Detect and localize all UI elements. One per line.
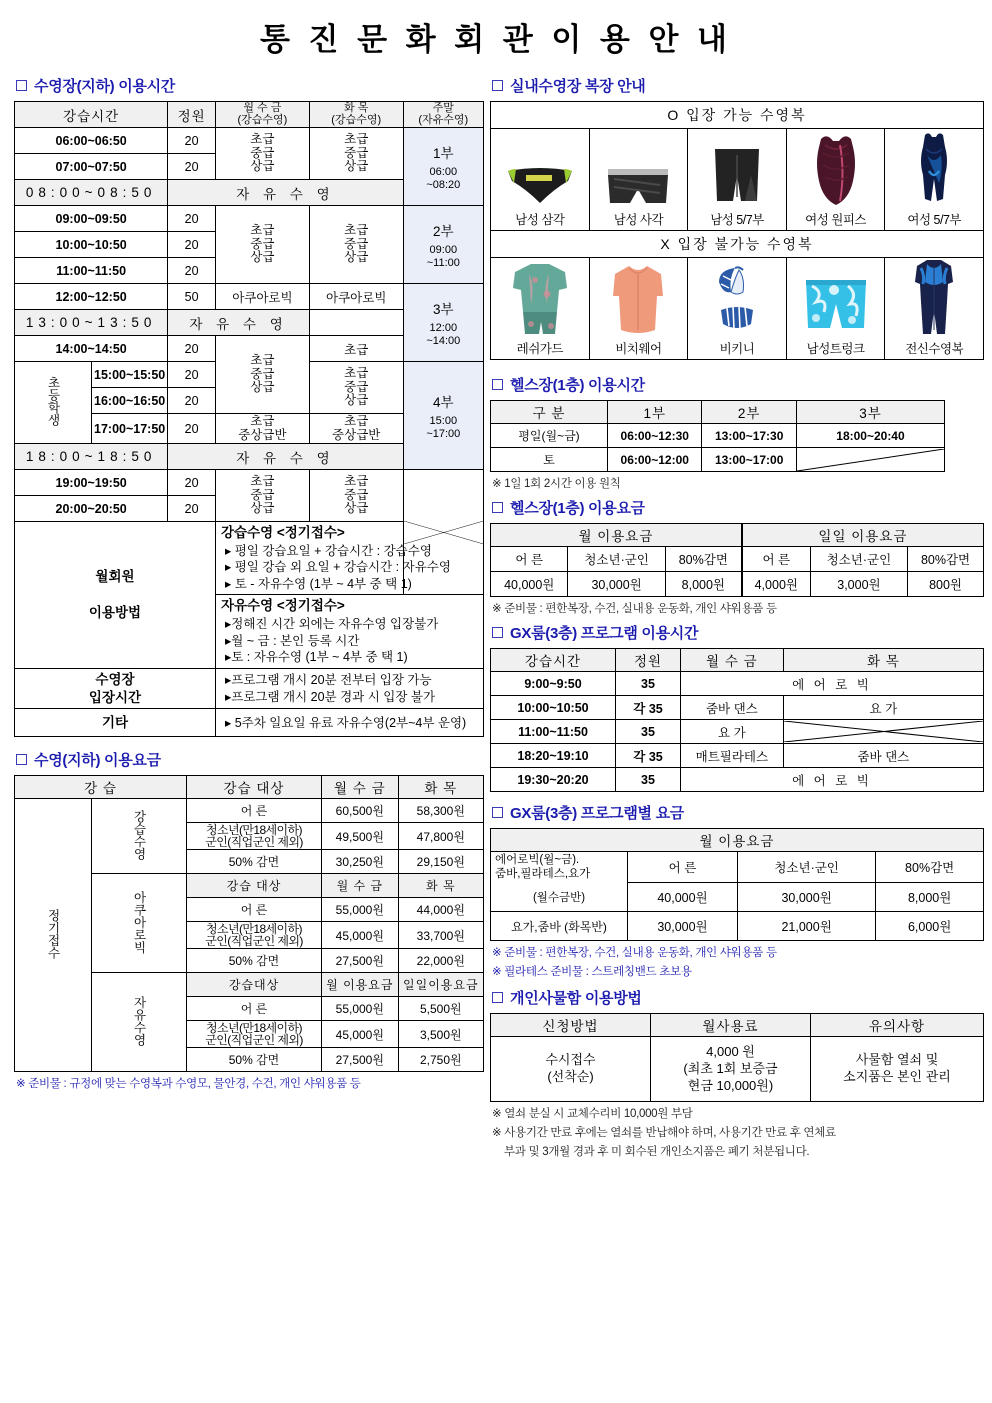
cell-category-free: 자유수영 — [92, 973, 187, 1072]
swimwear-item — [491, 258, 590, 360]
swimwear-item — [786, 258, 885, 360]
womens-onepiece-icon — [789, 131, 883, 209]
cell-price: 60,500원 — [322, 799, 399, 823]
section-title: 헬스장(1층) 이용시간 — [510, 377, 645, 394]
rules-label-entry: 수영장 입장시간 — [15, 668, 216, 709]
cell-price: 40,000원 — [491, 572, 568, 597]
col-header-time: 강습시간 — [15, 102, 168, 128]
gym-hours-note: ※ 1일 1회 2시간 이용 원칙 — [492, 478, 621, 490]
cell-capacity: 20 — [168, 362, 216, 388]
swimwear-label: 여성 5/7부 — [907, 213, 961, 227]
table-row — [491, 424, 945, 448]
cell-hours: 06:00~12:00 — [608, 448, 702, 472]
page-title: 통 진 문 화 회 관 이 용 안 내 — [260, 22, 732, 57]
cell-program: 에 어 로 빅 — [681, 672, 984, 696]
table-row — [491, 883, 984, 912]
two-column-layout — [0, 69, 992, 1161]
cell-mwf-levels: 초급 중급 상급 — [215, 206, 309, 284]
cell-capacity: 35 — [616, 672, 681, 696]
col-header-tt: 화 목 — [398, 874, 483, 898]
mens-brief-icon — [493, 131, 587, 209]
mens-jammer-icon — [690, 131, 784, 209]
table-header-row — [491, 649, 984, 672]
col-header-mwf: 월 수 금 — [681, 649, 784, 672]
cell-tt-aqua: 아쿠아로빅 — [309, 284, 403, 310]
col-header-daily: 일일이용요금 — [398, 973, 483, 997]
cell-hours: 13:00~17:30 — [702, 424, 796, 448]
cell-elementary-group: 초등학생 — [15, 362, 92, 444]
cell-time: 18:00~18:50 — [15, 444, 168, 470]
cell-price: 40,000원 — [628, 883, 738, 912]
table-row — [491, 768, 984, 792]
col-header-capacity: 정원 — [616, 649, 681, 672]
cell-youth: 청소년(만18세이하) 군인(직업군인 제외) — [187, 1021, 322, 1048]
cell-tt-beginner: 초급 — [309, 336, 403, 362]
col-discount: 80%감면 — [665, 547, 742, 572]
checkbox-square-icon — [16, 80, 27, 91]
cell-price: 6,000원 — [876, 912, 984, 941]
section-header-swimwear — [492, 75, 984, 96]
swimwear-item — [589, 129, 688, 231]
bikini-icon — [690, 260, 784, 338]
swimwear-label: 전신수영복 — [905, 342, 964, 356]
cell-price: 800원 — [908, 572, 984, 597]
cell-price: 30,000원 — [737, 883, 875, 912]
cell-price: 33,700원 — [398, 922, 483, 949]
cell-price: 4,000원 — [742, 572, 810, 597]
beachwear-icon — [592, 260, 686, 338]
cell-price: 27,500원 — [322, 1048, 399, 1072]
checkbox-square-icon — [492, 807, 503, 818]
cell-capacity: 20 — [168, 336, 216, 362]
cell-time: 06:00~06:50 — [15, 128, 168, 154]
cell-free-swim: 자 유 수 영 — [168, 444, 403, 470]
swimwear-label: 비키니 — [719, 342, 755, 356]
section-header-pool-schedule — [16, 75, 484, 96]
table-header-row — [15, 102, 484, 128]
section-title: 실내수영장 복장 안내 — [510, 78, 646, 95]
cell-price: 5,500원 — [398, 997, 483, 1021]
cell-program-mwf: 줌바 댄스 — [681, 696, 784, 720]
swimwear-item — [688, 258, 787, 360]
cell-price: 3,000원 — [810, 572, 907, 597]
cell-tt-levels: 초급 중급 상급 — [309, 206, 403, 284]
cell-price: 22,000원 — [398, 949, 483, 973]
cell-capacity: 20 — [168, 154, 216, 180]
locker-note-3: 부과 및 3개월 경과 후 미 회수된 개인소지품은 폐기 처분됩니다. — [504, 1146, 810, 1159]
cell-adult: 어 른 — [187, 997, 322, 1021]
locker-table — [490, 1013, 984, 1102]
locker-note-1: ※ 열쇠 분실 시 교체수리비 10,000원 부담 — [492, 1108, 693, 1121]
table-row — [15, 799, 484, 823]
col-header-target: 강습 대상 — [187, 776, 322, 799]
section-title: 개인사물함 이용방법 — [510, 990, 642, 1008]
cell-capacity: 50 — [168, 284, 216, 310]
table-row — [491, 744, 984, 768]
table-row — [491, 852, 984, 883]
cell-weekend-part-1: 1부 06:00 ~08:20 — [403, 128, 483, 206]
cell-price: 27,500원 — [322, 949, 399, 973]
col-header-weekend — [403, 102, 483, 128]
cell-program-label-2: 요가,줌바 (화목반) — [491, 912, 628, 941]
cell-registration-group: 정기접수 — [15, 799, 92, 1072]
gym-hours-table — [490, 400, 945, 472]
table-header-row — [491, 829, 984, 852]
col-adult: 어 른 — [742, 547, 810, 572]
cell-tt-adv: 초급 중상급반 — [309, 414, 403, 444]
cell-price: 49,500원 — [322, 823, 399, 850]
cell-time: 17:00~17:50 — [92, 414, 168, 444]
cell-weekend-part-2: 2부 09:00 ~11:00 — [403, 206, 483, 284]
cell-capacity: 20 — [168, 414, 216, 444]
section-header-pool-fees — [16, 749, 484, 770]
col-header-lesson: 강 습 — [15, 776, 187, 799]
cell-time: 07:00~07:50 — [15, 154, 168, 180]
section-header-gym-hours — [492, 374, 984, 395]
col-header-target: 강습대상 — [187, 973, 322, 997]
table-header-row — [15, 776, 484, 799]
cell-mwf-aqua: 아쿠아로빅 — [215, 284, 309, 310]
pool-fees-table — [14, 775, 484, 1072]
swimwear-label: 남성트렁크 — [806, 342, 865, 356]
left-column — [14, 69, 484, 1161]
tt-sublabel: (강습수영) — [331, 113, 382, 126]
section-title: 수영(지하) 이용요금 — [34, 752, 161, 770]
cell-price: 3,500원 — [398, 1021, 483, 1048]
mens-square-icon — [592, 131, 686, 209]
womens-kneeskin-icon — [887, 131, 981, 209]
cell-monthly-fee: 4,000 원 (최초 1회 보증금 현금 10,000원) — [651, 1037, 811, 1102]
table-row — [15, 284, 484, 310]
swimwear-label: 남성 삼각 — [515, 213, 565, 227]
cell-capacity: 35 — [616, 720, 681, 744]
checkbox-square-icon — [492, 627, 503, 638]
cell-mwf-levels: 초급 중급 상급 — [215, 470, 309, 522]
section-title: GX룸(3층) 프로그램별 요금 — [510, 805, 684, 822]
table-row — [491, 448, 945, 472]
col-header-tt: 화 목 — [398, 776, 483, 799]
rashguard-icon — [493, 260, 587, 338]
cell-capacity: 20 — [168, 258, 216, 284]
checkbox-square-icon — [492, 502, 503, 513]
rules-row-etc — [15, 709, 484, 737]
gx-fees-note-2: ※ 필라테스 준비물 : 스트레칭밴드 초보용 — [492, 966, 692, 979]
locker-note-2: ※ 사용기간 만료 후에는 열쇠를 반납해야 하며, 사용기간 만료 후 연체료 — [492, 1127, 836, 1140]
cell-time: 11:00~11:50 — [15, 258, 168, 284]
section-title: 헬스장(1층) 이용요금 — [510, 500, 645, 517]
cell-mwf-adv: 초급 중상급반 — [215, 414, 309, 444]
cell-adult: 어 른 — [187, 799, 322, 823]
cell-adult: 어 른 — [187, 898, 322, 922]
cell-price: 45,000원 — [322, 922, 399, 949]
section-title: GX룸(3층) 프로그램 이용시간 — [510, 625, 699, 642]
col-header-caution: 유의사항 — [811, 1014, 984, 1037]
cell-free-swim: 자 유 수 영 — [168, 180, 403, 206]
cell-time: 16:00~16:50 — [92, 388, 168, 414]
col-header-part3: 3부 — [796, 401, 944, 424]
swimwear-item — [786, 129, 885, 231]
rules-lesson-block: 강습수영 <정기접수> ▸ 평일 강습요일 + 강습시간 : 강습수영 ▸ 평일 강습 외 요일 + 강습시간 : 자유수영 ▸ 토 - 자유수영 (1부 ~ 4부 중 택 1) — [215, 522, 483, 595]
cell-price: 44,000원 — [398, 898, 483, 922]
cell-half: 50% 감면 — [187, 1048, 322, 1072]
swimwear-denied-row — [491, 258, 984, 360]
cell-time: 11:00~11:50 — [491, 720, 616, 744]
swimwear-item — [589, 258, 688, 360]
tt-label: 화 목 — [344, 102, 369, 114]
col-discount: 80%감면 — [876, 852, 984, 883]
col-header-monthly: 월 이용요금 — [322, 973, 399, 997]
cell-price: 8,000원 — [876, 883, 984, 912]
rules-label-member: 월회원 이용방법 — [15, 522, 216, 669]
cell-time: 15:00~15:50 — [92, 362, 168, 388]
cell-time: 12:00~12:50 — [15, 284, 168, 310]
col-header-mwf: 월 수 금 — [322, 874, 399, 898]
denied-title: X 입장 불가능 수영복 — [491, 231, 984, 258]
cell-price: 45,000원 — [322, 1021, 399, 1048]
col-header-tt: 화 목 — [783, 649, 983, 672]
table-row — [491, 912, 984, 941]
cell-price: 55,000원 — [322, 997, 399, 1021]
cell-time: 10:00~10:50 — [491, 696, 616, 720]
cell-price: 47,800원 — [398, 823, 483, 850]
table-row — [491, 696, 984, 720]
mwf-sublabel: (강습수영) — [237, 113, 288, 126]
col-header-capacity: 정원 — [168, 102, 216, 128]
group-header-monthly: 월 이용요금 — [491, 524, 742, 547]
table-row — [491, 720, 984, 744]
cell-capacity: 20 — [168, 388, 216, 414]
col-header-time: 강습시간 — [491, 649, 616, 672]
col-discount: 80%감면 — [908, 547, 984, 572]
cell-program-tt: 요 가 — [783, 696, 983, 720]
section-header-gx-fees — [492, 802, 984, 823]
checkbox-square-icon — [492, 992, 503, 1003]
cell-weekend-part-4: 4부 15:00 ~17:00 — [403, 362, 483, 470]
section-header-locker — [492, 987, 984, 1008]
table-header-row — [491, 1014, 984, 1037]
cell-weekend-part-3: 3부 12:00 ~14:00 — [403, 284, 483, 362]
swimwear-allowed-header — [491, 102, 984, 129]
cell-capacity: 20 — [168, 496, 216, 522]
group-header-monthly: 월 이용요금 — [491, 829, 984, 852]
mens-trunk-icon — [789, 260, 883, 338]
cell-free-swim: 자 유 수 영 — [168, 310, 310, 336]
col-header-tt — [309, 102, 403, 128]
cell-hours: 18:00~20:40 — [796, 424, 944, 448]
cell-price: 2,750원 — [398, 1048, 483, 1072]
cell-capacity: 각 35 — [616, 696, 681, 720]
pool-schedule-table — [14, 101, 484, 737]
gx-fees-note-1: ※ 준비물 : 편한복장, 수건, 실내용 운동화, 개인 샤워용품 등 — [492, 947, 777, 960]
weekend-label: 주말 — [432, 102, 454, 114]
col-header-part1: 1부 — [608, 401, 702, 424]
swimwear-label: 남성 사각 — [613, 213, 664, 227]
table-row — [15, 206, 484, 232]
cell-mwf-levels: 초급 중급 상급 — [215, 128, 309, 180]
weekend-sublabel: (자유수영) — [418, 113, 469, 126]
swimwear-label: 여성 원피스 — [805, 213, 866, 227]
swimwear-denied-header — [491, 231, 984, 258]
swimwear-table — [490, 101, 984, 360]
cell-program-label-1: 에어로빅(월~금). 줌바,필라테스,요가 — [491, 852, 628, 883]
section-header-gx-schedule — [492, 622, 984, 643]
cell-category-aqua: 아쿠아로빅 — [92, 874, 187, 973]
gym-fees-table — [490, 523, 984, 597]
cell-capacity: 20 — [168, 206, 216, 232]
swimwear-item — [688, 129, 787, 231]
cell-price: 55,000원 — [322, 898, 399, 922]
col-header-mwf — [215, 102, 309, 128]
col-youth: 청소년·군인 — [737, 852, 875, 883]
cell-time: 14:00~14:50 — [15, 336, 168, 362]
rules-etc-block: ▸ 5주차 일요일 유료 자유수영(2부~4부 운영) — [215, 709, 483, 737]
cell-price: 21,000원 — [737, 912, 875, 941]
cell-time: 9:00~9:50 — [491, 672, 616, 696]
group-header-daily: 일일 이용요금 — [742, 524, 984, 547]
rules-free-block: 자유수영 <정기접수> ▸정해진 시간 외에는 자유수영 입장불가 ▸월 ~ 금 : 본인 등록 시간 ▸토 : 자유수영 (1부 ~ 4부 중 택 1) — [215, 595, 483, 668]
cell-hours: 06:00~12:30 — [608, 424, 702, 448]
gx-schedule-table — [490, 648, 984, 792]
cell-capacity: 35 — [616, 768, 681, 792]
pool-fees-note: ※ 준비물 : 규정에 맞는 수영복과 수영모, 물안경, 수건, 개인 샤워용품 등 — [16, 1078, 361, 1091]
checkbox-square-icon — [492, 80, 503, 91]
cell-hours: 13:00~17:00 — [702, 448, 796, 472]
col-header-fee: 월사용료 — [651, 1014, 811, 1037]
cell-saturday-label: 토 — [491, 448, 608, 472]
cell-half: 50% 감면 — [187, 949, 322, 973]
cell-mwf-levels: 초급 중급 상급 — [215, 336, 309, 414]
cell-tt-levels: 초급 중급 상급 — [309, 128, 403, 180]
cell-time: 19:30~20:20 — [491, 768, 616, 792]
cell-time: 09:00~09:50 — [15, 206, 168, 232]
table-row — [491, 672, 984, 696]
cell-time: 18:20~19:10 — [491, 744, 616, 768]
cell-tt-levels: 초급 중급 상급 — [309, 362, 403, 414]
cell-capacity: 20 — [168, 128, 216, 154]
swimwear-item — [885, 129, 984, 231]
table-header-row — [491, 401, 945, 424]
swimwear-label: 레쉬가드 — [516, 342, 563, 356]
cell-price: 30,000원 — [568, 572, 665, 597]
cell-time: 13:00~13:50 — [15, 310, 168, 336]
col-adult: 어 른 — [628, 852, 738, 883]
cell-time: 20:00~20:50 — [15, 496, 168, 522]
gym-fees-note: ※ 준비물 : 편한복장, 수건, 실내용 운동화, 개인 샤워용품 등 — [492, 603, 777, 615]
cell-time: 08:00~08:50 — [15, 180, 168, 206]
cell-category-lesson: 강습수영 — [92, 799, 187, 874]
right-column — [490, 69, 984, 1161]
cell-tt-levels: 초급 중급 상급 — [309, 470, 403, 522]
col-header-target: 강습 대상 — [187, 874, 322, 898]
section-header-gym-fees — [492, 497, 984, 518]
rules-entry-block: ▸프로그램 개시 20분 전부터 입장 가능 ▸프로그램 개시 20분 경과 시 입장 불가 — [215, 668, 483, 709]
cell-program: 에 어 로 빅 — [681, 768, 984, 792]
cell-capacity: 20 — [168, 470, 216, 496]
cell-weekday-label: 평일(월~금) — [491, 424, 608, 448]
fullbody-suit-icon — [887, 260, 981, 338]
cell-time: 19:00~19:50 — [15, 470, 168, 496]
table-row — [491, 572, 984, 597]
col-header-part2: 2부 — [702, 401, 796, 424]
cell-apply-method: 수시접수 (선착순) — [491, 1037, 651, 1102]
allowed-title: O 입장 가능 수영복 — [491, 102, 984, 129]
col-adult: 어 른 — [491, 547, 568, 572]
swimwear-label: 남성 5/7부 — [710, 213, 764, 227]
cell-unavailable — [796, 448, 944, 472]
cell-program-tt: 줌바 댄스 — [783, 744, 983, 768]
cell-unavailable — [783, 720, 983, 744]
table-row — [15, 470, 484, 496]
gx-fees-table — [490, 828, 984, 941]
cell-program-label-1b: (월수금반) — [491, 883, 628, 912]
cell-price: 29,150원 — [398, 850, 483, 874]
col-youth: 청소년·군인 — [810, 547, 907, 572]
cell-time: 10:00~10:50 — [15, 232, 168, 258]
table-row — [15, 128, 484, 154]
swimwear-allowed-row — [491, 129, 984, 231]
cell-price: 8,000원 — [665, 572, 742, 597]
cell-capacity: 20 — [168, 232, 216, 258]
mwf-label: 월 수 금 — [243, 102, 282, 114]
swimwear-label: 비치웨어 — [615, 342, 662, 356]
cell-caution: 사물함 열쇠 및 소지품은 본인 관리 — [811, 1037, 984, 1102]
cell-price: 30,250원 — [322, 850, 399, 874]
col-header-mwf: 월 수 금 — [322, 776, 399, 799]
swimwear-item — [491, 129, 590, 231]
cell-program-mwf: 매트필라테스 — [681, 744, 784, 768]
table-row — [491, 1037, 984, 1102]
col-header-division: 구 분 — [491, 401, 608, 424]
table-header-row — [491, 524, 984, 547]
cell-weekend-unavailable — [403, 470, 483, 595]
cell-price: 58,300원 — [398, 799, 483, 823]
rules-row-entry — [15, 668, 484, 709]
table-subheader-row — [491, 547, 984, 572]
cell-half: 50% 감면 — [187, 850, 322, 874]
col-youth: 청소년·군인 — [568, 547, 665, 572]
col-header-apply: 신청방법 — [491, 1014, 651, 1037]
rules-label-etc: 기타 — [15, 709, 216, 737]
checkbox-square-icon — [492, 379, 503, 390]
swimwear-item — [885, 258, 984, 360]
cell-capacity: 각 35 — [616, 744, 681, 768]
section-title: 수영장(지하) 이용시간 — [34, 78, 175, 95]
cell-youth: 청소년(만18세이하) 군인(직업군인 제외) — [187, 823, 322, 850]
cell-program-mwf: 요 가 — [681, 720, 784, 744]
cell-youth: 청소년(만18세이하) 군인(직업군인 제외) — [187, 922, 322, 949]
checkbox-square-icon — [16, 754, 27, 765]
cell-price: 30,000원 — [628, 912, 738, 941]
